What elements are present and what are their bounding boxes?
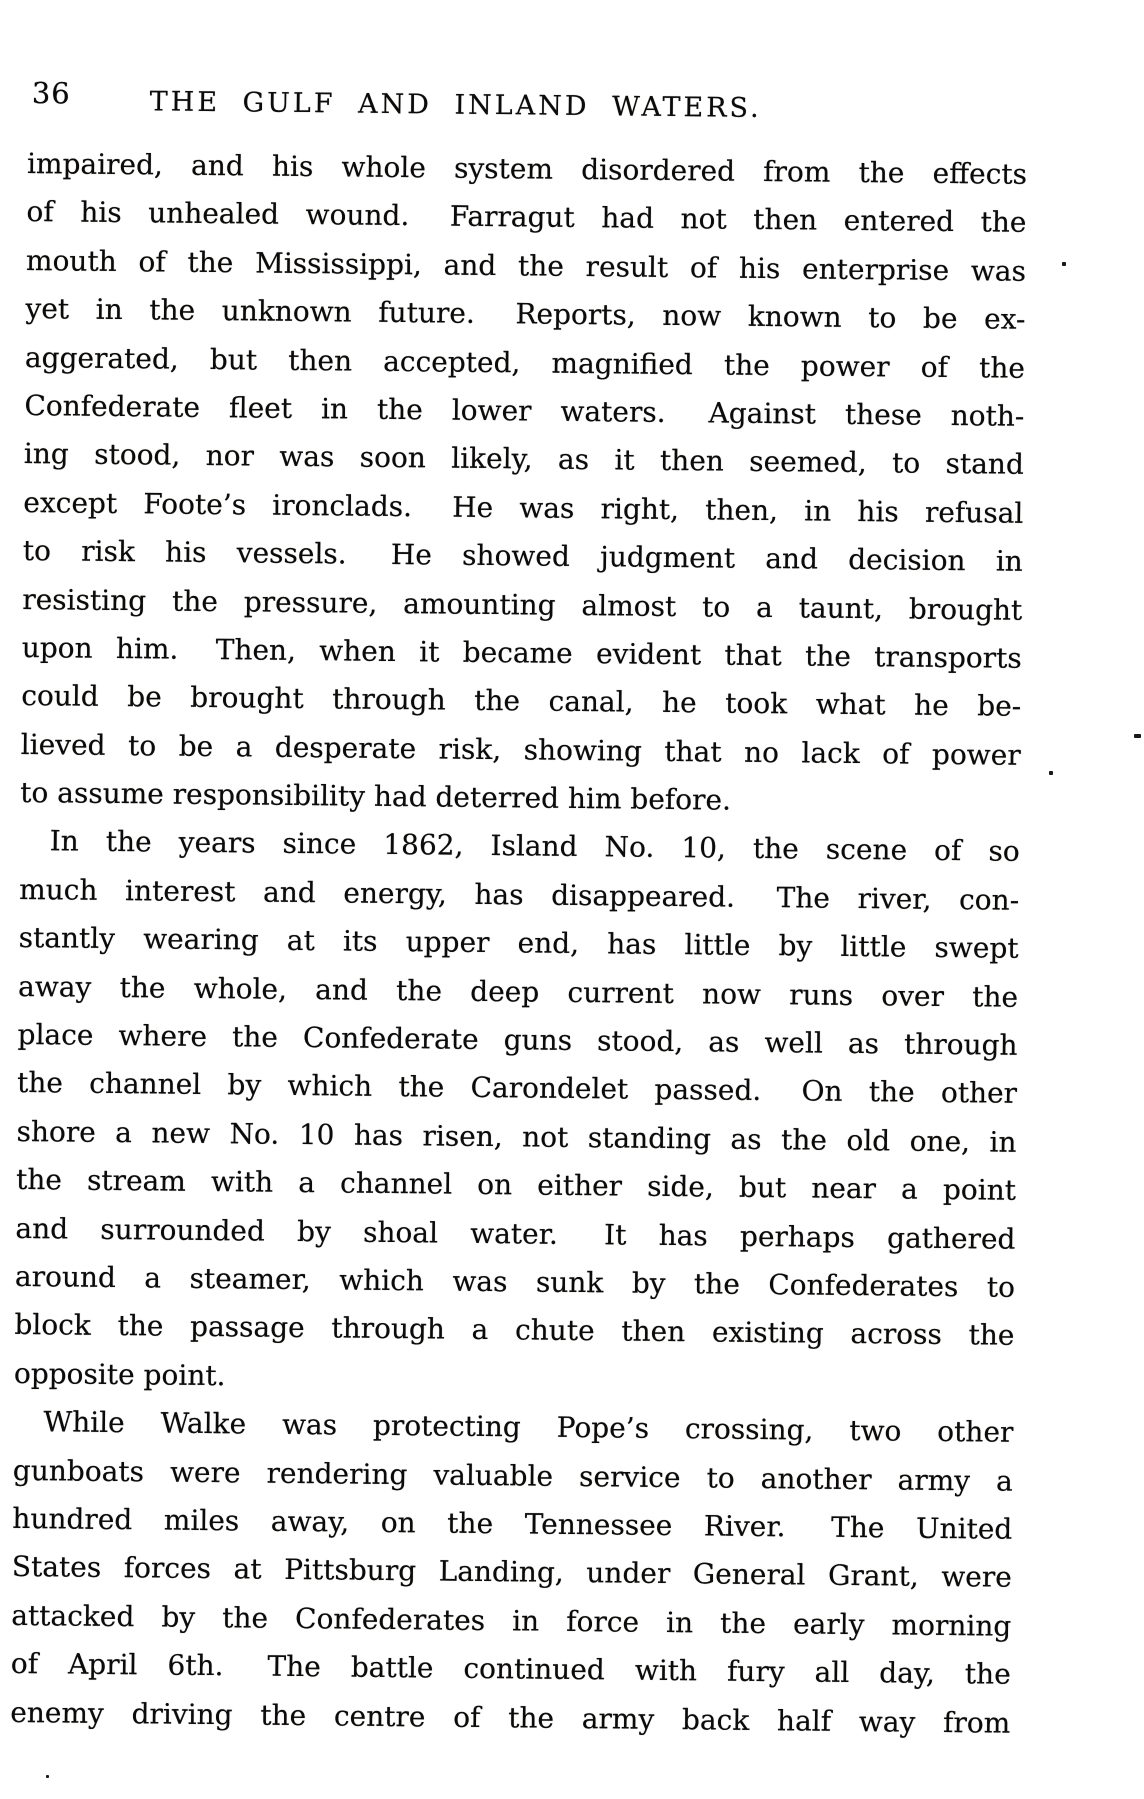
text-line: of his unhealed wound. Farragut had not then entered the: [26, 195, 1027, 240]
text-line: Confederate fleet in the lower waters. Against these noth-: [24, 388, 1025, 433]
text-line: mouth of the Mississippi, and the result of his enterprise was: [25, 243, 1027, 288]
text-line: States forces at Pittsburg Landing, under General Grant, were: [11, 1550, 1012, 1595]
scan-speck: [46, 1775, 49, 1778]
text-line: shore a new No. 10 has risen, not standing as the old one, in: [16, 1114, 1017, 1159]
text-line: In the years since 1862, Island No. 10, the scene of so: [49, 824, 1020, 869]
page-number: 36: [31, 76, 71, 111]
text-line: yet in the unknown future. Reports, now known to be ex-: [25, 292, 1026, 336]
text-line: lieved to be a desperate risk, showing that no lack of power: [20, 727, 1021, 772]
text-line: resisting the pressure, amounting almost to a taunt, brought: [22, 582, 1023, 627]
text-line: aggerated, but then accepted, magnified the power of the: [24, 340, 1026, 385]
scan-text-block: [10, 76, 1028, 1740]
text-line: opposite point.: [13, 1356, 226, 1392]
text-line: ing stood, nor was soon likely, as it then seemed, to stand: [23, 437, 1025, 482]
text-line: While Walke was protecting Pope’s crossing, two other: [43, 1405, 1014, 1449]
text-line: much interest and energy, has disappeared. The river, con-: [19, 872, 1020, 917]
text-line: enemy driving the centre of the army back half way from: [10, 1695, 1011, 1740]
scan-speck: [1049, 771, 1053, 775]
text-line: block the passage through a chute then existing across the: [14, 1308, 1015, 1353]
text-line: the channel by which the Carondelet passed. On the other: [16, 1066, 1018, 1111]
text-line: stantly wearing at its upper end, has little by little swept: [18, 921, 1019, 966]
text-line: away the whole, and the deep current now runs over the: [17, 969, 1019, 1014]
text-line: and surrounded by shoal water. It has perhaps gathered: [15, 1211, 1016, 1256]
text-line: attacked by the Confederates in force in the early morning: [11, 1598, 1012, 1643]
text-line: the stream with a channel on either side, but near a point: [15, 1163, 1017, 1207]
scan-speck: [1062, 262, 1066, 266]
text-line: gunboats were rendering valuable service to another army a: [12, 1453, 1014, 1498]
text-line: of April 6th. The battle continued with fury all day, the: [10, 1647, 1011, 1691]
text-line: place where the Confederate guns stood, as well as through: [17, 1017, 1018, 1062]
scan-speck: [1134, 734, 1141, 738]
text-line: to assume responsibility had deterred him before.: [20, 776, 732, 817]
text-line: except Foote’s ironclads. He was right, then, in his refusal: [23, 485, 1024, 530]
body-text: [10, 140, 1027, 1748]
text-line: could be brought through the canal, he took what he be-: [21, 679, 1022, 724]
text-line: around a steamer, which was sunk by the Confederates to: [14, 1259, 1016, 1304]
text-line: to risk his vessels. He showed judgment and decision in: [22, 534, 1023, 578]
text-line: hundred miles away, on the Tennessee River. The United: [12, 1501, 1013, 1546]
text-line: impaired, and his whole system disordered from the effects: [26, 146, 1028, 191]
running-header-title: THE GULF AND INLAND WATERS.: [149, 86, 762, 124]
text-line: upon him. Then, when it became evident that the transports: [21, 630, 1022, 675]
